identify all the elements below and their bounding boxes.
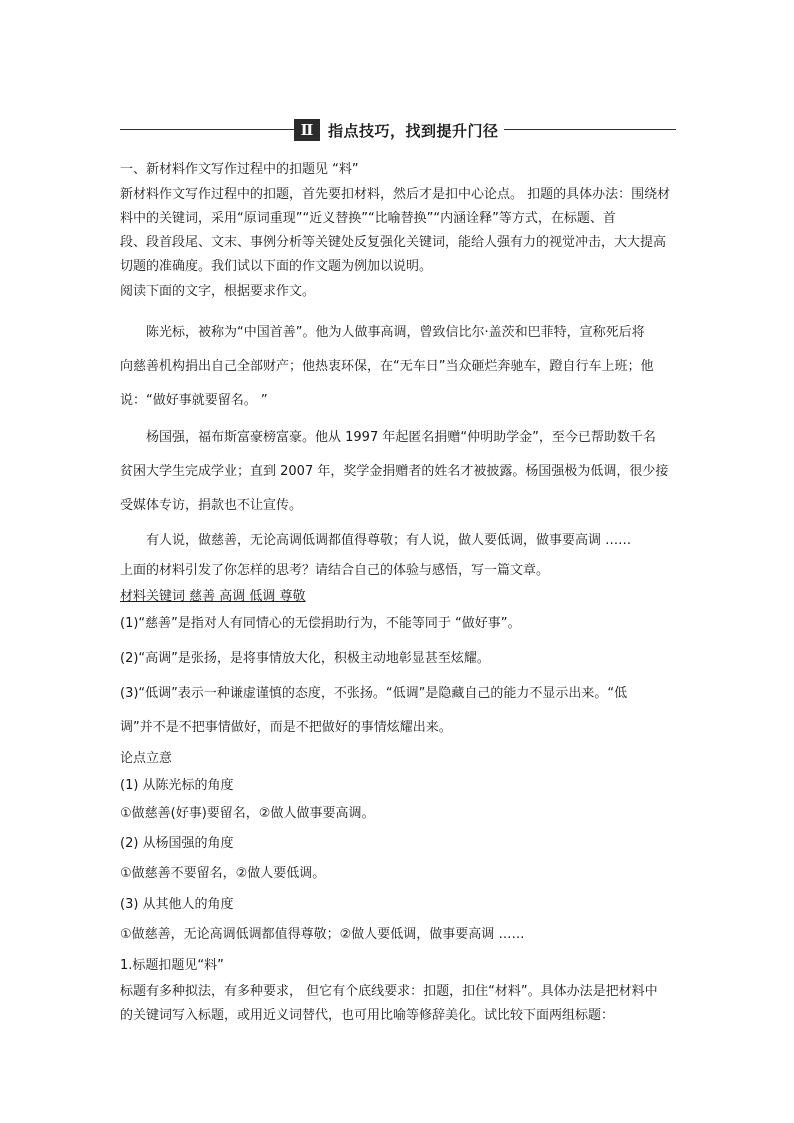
- angle-point: ①做慈善(好事)要留名，②做人做事要高调。: [120, 806, 375, 821]
- subheading: 论点立意: [120, 751, 173, 766]
- analysis-line: (2)“高调”是张扬，是将事情放大化，积极主动地彰显甚至炫耀。: [120, 651, 490, 666]
- paragraph-line: 切题的准确度。我们试以下面的作文题为例加以说明。: [120, 259, 433, 274]
- material-line: 陈光标，被称为“中国首善”。他为人做事高调，曾致信比尔·盖茨和巴菲特，宣称死后将: [146, 325, 645, 340]
- paragraph-line: 料中的关键词，采用“原词重现”“近义替换”“比喻替换”“内涵诠释”等方式，在标题、首: [120, 211, 616, 226]
- subheading: 1.标题扣题见“料”: [120, 958, 224, 973]
- material-line: 向慈善机构捐出自己全部财产；他热衷环保，在“无车日”当众砸烂奔驰车，蹬自行车上班；他: [120, 359, 654, 374]
- angle-heading: (3) 从其他人的角度: [120, 897, 234, 912]
- keywords-line: 材料关键词 慈善 高调 低调 尊敬: [120, 589, 306, 604]
- angle-heading: (2) 从杨国强的角度: [120, 836, 234, 851]
- prompt-line: 阅读下面的文字，根据要求作文。: [120, 284, 316, 299]
- angle-point: ①做慈善，无论高调低调都值得尊敬；②做人要低调，做事要高调 ……: [120, 927, 525, 942]
- paragraph-line: 新材料作文写作过程中的扣题，首先要扣材料，然后才是扣中心论点。 扣题的具体办法：围绕材: [120, 187, 671, 202]
- analysis-line: 调”并不是不把事情做好，而是不把做好的事情炫耀出来。: [120, 720, 452, 735]
- analysis-line: (1)“慈善”是指对人有同情心的无偿捐助行为，不能等同于 “做好事”。: [120, 616, 521, 631]
- task-line: 上面的材料引发了你怎样的思考？请结合自己的体验与感悟，写一篇文章。: [120, 563, 550, 578]
- header-label: [294, 118, 504, 142]
- analysis-line: (3)“低调”表示一种谦虚谨慎的态度，不张扬。“低调”是隐藏自己的能力不显示出来。“低: [120, 686, 628, 701]
- material-line: 有人说，做慈善，无论高调低调都值得尊敬；有人说，做人要低调，做事要高调 ……: [146, 533, 632, 548]
- material-line: 受媒体专访，捐款也不让宣传。: [120, 498, 303, 513]
- section-header: [120, 118, 676, 142]
- paragraph-line: 标题有多种拟法，有多种要求， 但它有个底线要求：扣题，扣住“材料”。具体办法是把材料中: [120, 984, 658, 999]
- material-line: 贫困大学生完成学业；直到 2007 年，奖学金捐赠者的姓名才被披露。杨国强极为低调，很少接: [120, 464, 669, 479]
- section-title: 指点技巧，找到提升门径: [328, 121, 499, 140]
- paragraph-line: 的关键词写入标题，或用近义词替代，也可用比喻等修辞美化。试比较下面两组标题：: [120, 1008, 615, 1023]
- angle-point: ①做慈善不要留名，②做人要低调。: [120, 866, 326, 881]
- material-line: 杨国强，福布斯富豪榜富豪。他从 1997 年起匿名捐赠“仲明助学金”，至今已帮助数千名: [146, 430, 656, 445]
- material-line: 说：“做好事就要留名。 ”: [120, 393, 268, 408]
- paragraph-line: 段、段首段尾、文末、事例分析等关键处反复强化关键词，能给人强有力的视觉冲击，大大提高: [120, 235, 667, 250]
- angle-heading: (1) 从陈光标的角度: [120, 778, 234, 793]
- heading-topic: 一、新材料作文写作过程中的扣题见 “料”: [120, 162, 359, 177]
- section-numeral: Ⅱ: [294, 119, 320, 141]
